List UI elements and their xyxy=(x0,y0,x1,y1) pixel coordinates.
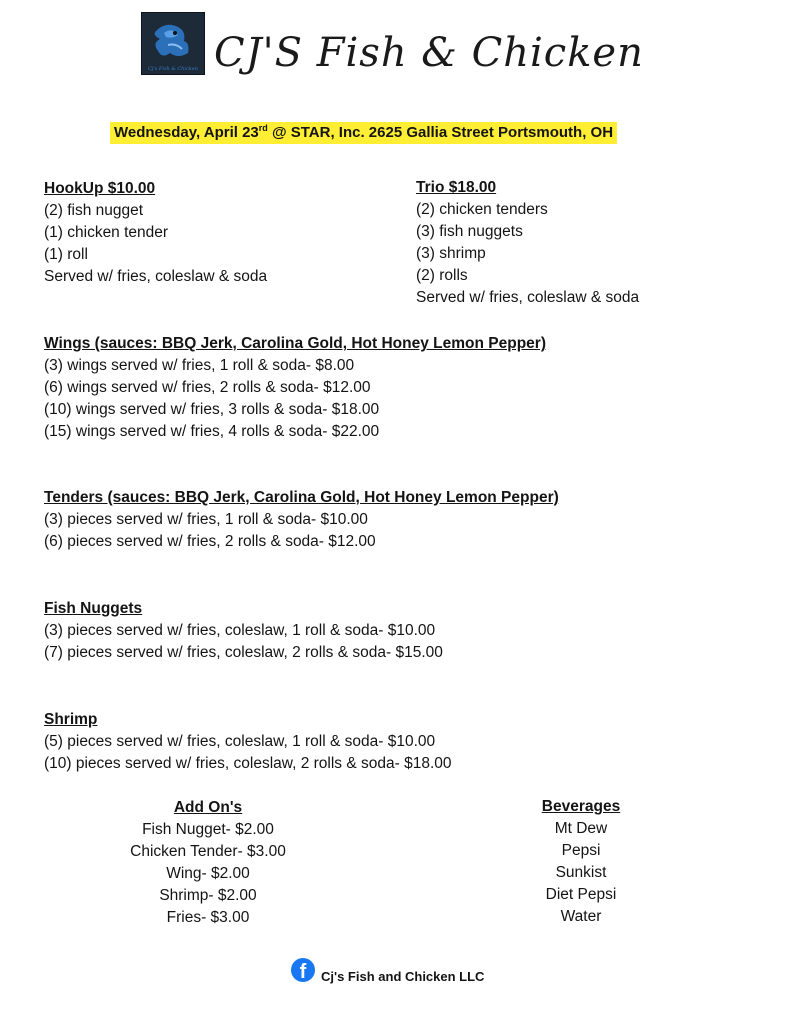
menu-line: (3) pieces served w/ fries, 1 roll & soda- $10.00 xyxy=(44,511,368,528)
menu-line: (3) fish nuggets xyxy=(416,223,523,240)
menu-line: Served w/ fries, coleslaw & soda xyxy=(416,289,640,306)
menu-line: Sunkist xyxy=(555,864,607,881)
menu-line: Shrimp- $2.00 xyxy=(159,887,257,904)
menu-line: Water xyxy=(560,908,602,925)
menu-line: (10) pieces served w/ fries, coleslaw, 2 rolls & soda- $18.00 xyxy=(44,755,452,772)
menu-line: (2) chicken tenders xyxy=(416,201,548,218)
shrimp-section xyxy=(44,709,452,775)
menu-line: Fries- $3.00 xyxy=(166,909,250,926)
menu-line: (5) pieces served w/ fries, coleslaw, 1 roll & soda- $10.00 xyxy=(44,733,436,750)
menu-line: Wing- $2.00 xyxy=(166,865,250,882)
section-title: Trio $18.00 xyxy=(416,179,497,196)
menu-line: (3) pieces served w/ fries, coleslaw, 1 roll & soda- $10.00 xyxy=(44,622,436,639)
menu-line: (10) wings served w/ fries, 3 rolls & soda- $18.00 xyxy=(44,401,380,418)
menu-line: Chicken Tender- $3.00 xyxy=(130,843,286,860)
section-title: Shrimp xyxy=(44,711,98,728)
tenders-section xyxy=(44,487,559,553)
beverages-section xyxy=(501,796,661,928)
menu-line: (15) wings served w/ fries, 4 rolls & soda- $22.00 xyxy=(44,423,380,440)
section-title: Fish Nuggets xyxy=(44,600,143,617)
section-title: Tenders (sauces: BBQ Jerk, Carolina Gold, Hot Honey Lemon Pepper) xyxy=(44,489,559,506)
fish-nuggets-section xyxy=(44,598,443,664)
trio-section xyxy=(416,177,639,309)
menu-line: (3) shrimp xyxy=(416,245,486,262)
section-title: Beverages xyxy=(541,798,621,815)
section-title: HookUp $10.00 xyxy=(44,180,156,197)
hookup-section xyxy=(44,178,267,288)
menu-line: (2) rolls xyxy=(416,267,468,284)
menu-line: (1) chicken tender xyxy=(44,224,169,241)
section-title: Add On's xyxy=(173,799,243,816)
logo xyxy=(141,12,205,75)
menu-line: Served w/ fries, coleslaw & soda xyxy=(44,268,268,285)
menu-line: Diet Pepsi xyxy=(545,886,617,903)
brand-title: CJ'S Fish & Chicken xyxy=(214,30,644,76)
wings-section xyxy=(44,333,546,443)
menu-line: Mt Dew xyxy=(554,820,608,837)
menu-line: (1) roll xyxy=(44,246,88,263)
facebook-icon[interactable]: f xyxy=(291,958,315,982)
logo-text: Cj's Fish & Chicken xyxy=(147,66,199,72)
facebook-page-name: Cj's Fish and Chicken LLC xyxy=(321,969,485,984)
menu-line: Fish Nugget- $2.00 xyxy=(142,821,274,838)
menu-line: (3) wings served w/ fries, 1 roll & soda- $8.00 xyxy=(44,357,355,374)
section-title: Wings (sauces: BBQ Jerk, Carolina Gold, Hot Honey Lemon Pepper) xyxy=(44,335,546,352)
menu-line: Pepsi xyxy=(561,842,601,859)
menu-line: (6) wings served w/ fries, 2 rolls & soda- $12.00 xyxy=(44,379,371,396)
event-banner: Wednesday, April 23rd @ STAR, Inc. 2625 Gallia Street Portsmouth, OH xyxy=(110,122,617,144)
menu-line: (2) fish nugget xyxy=(44,202,144,219)
fish-logo-icon xyxy=(142,13,204,74)
menu-line: (6) pieces served w/ fries, 2 rolls & soda- $12.00 xyxy=(44,533,376,550)
menu-line: (7) pieces served w/ fries, coleslaw, 2 rolls & soda- $15.00 xyxy=(44,644,443,661)
addons-section xyxy=(108,797,308,929)
